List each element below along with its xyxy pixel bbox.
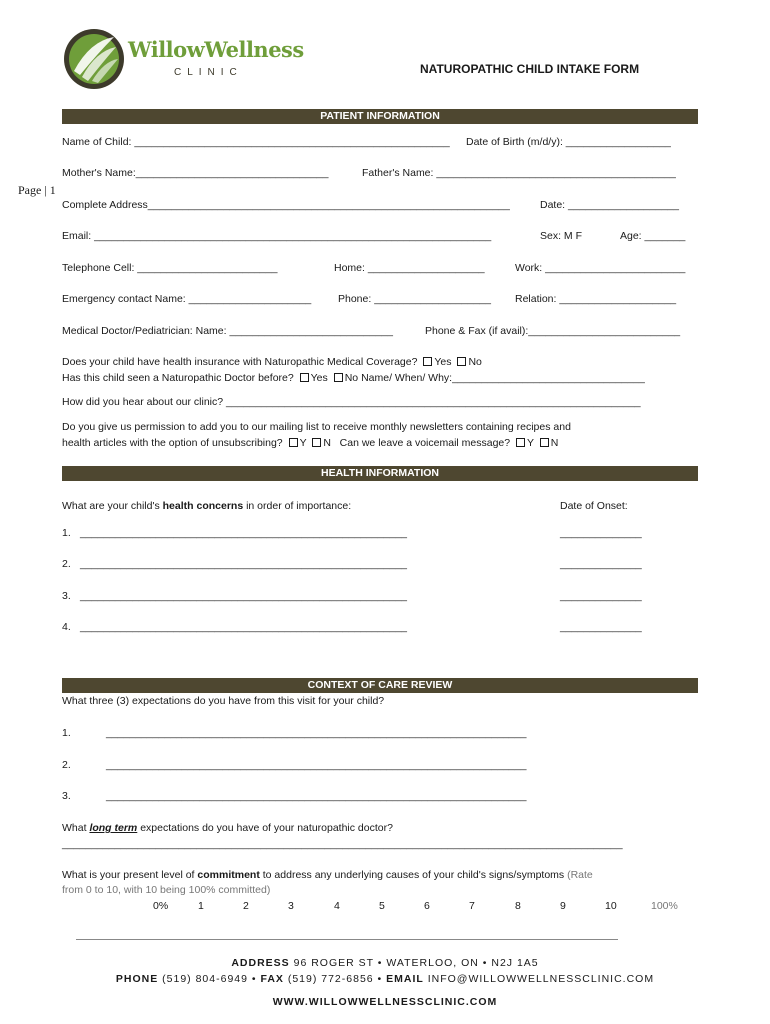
doctor-name-field[interactable]: Medical Doctor/Pediatrician: Name: ____________________________ xyxy=(62,325,393,337)
scale-label[interactable]: 7 xyxy=(469,900,475,912)
scale-label[interactable]: 9 xyxy=(560,900,566,912)
child-name-field[interactable]: Name of Child: ______________________________________________________ xyxy=(62,136,450,148)
expectation-num: 3. xyxy=(62,790,71,802)
seen-details-field[interactable]: Name/ When/ Why:_________________________________ xyxy=(361,372,645,384)
date-field[interactable]: Date: ___________________ xyxy=(540,199,679,211)
age-field[interactable]: Age: _______ xyxy=(620,230,686,242)
father-name-field[interactable]: Father's Name: _________________________________________ xyxy=(362,167,676,179)
seen-yes-checkbox[interactable] xyxy=(300,373,309,382)
expectations-question: What three (3) expectations do you have from this visit for your child? xyxy=(62,695,385,707)
scale-label[interactable]: 100% xyxy=(651,900,678,912)
concern-line[interactable]: ________________________________________________________ xyxy=(80,558,408,570)
concern-line[interactable]: ________________________________________________________ xyxy=(80,590,408,602)
scale-label[interactable]: 8 xyxy=(515,900,521,912)
expectation-line[interactable]: ________________________________________________________________________ xyxy=(106,727,527,739)
sex-field[interactable]: Sex: M F xyxy=(540,230,583,242)
scale-label[interactable]: 6 xyxy=(424,900,430,912)
longterm-line[interactable]: ________________________________________________________________________________________________ xyxy=(62,838,623,850)
insurance-yes-checkbox[interactable] xyxy=(423,357,432,366)
expectation-num: 1. xyxy=(62,727,71,739)
onset-line[interactable]: ______________ xyxy=(560,590,642,602)
voicemail-no-checkbox[interactable] xyxy=(540,438,549,447)
seen-nd-question: Has this child seen a Naturopathic Doctor before? Yes No Name/ When/ Why:_________________________________ xyxy=(62,372,645,384)
section-header-care: CONTEXT OF CARE REVIEW xyxy=(62,678,698,693)
clinic-logo xyxy=(62,27,304,91)
work-phone-field[interactable]: Work: ________________________ xyxy=(515,262,686,274)
section-header-patient: PATIENT INFORMATION xyxy=(62,109,698,124)
scale-label[interactable]: 3 xyxy=(288,900,294,912)
dob-field[interactable]: Date of Birth (m/d/y): __________________ xyxy=(466,136,671,148)
onset-line[interactable]: ______________ xyxy=(560,558,642,570)
footer-contact: PHONE (519) 804-6949 • FAX (519) 772-6856 • EMAIL INFO@WILLOWWELLNESSCLINIC.COM xyxy=(115,973,655,985)
mailing-question-line1: Do you give us permission to add you to our mailing list to receive monthly newsletters containing recipes and xyxy=(62,421,571,433)
expectation-line[interactable]: ________________________________________________________________________ xyxy=(106,790,527,802)
email-field[interactable]: Email: ____________________________________________________________________ xyxy=(62,230,492,242)
concern-line[interactable]: ________________________________________________________ xyxy=(80,527,408,539)
concern-line[interactable]: ________________________________________________________ xyxy=(80,621,408,633)
seen-no-checkbox[interactable] xyxy=(334,373,343,382)
insurance-no-checkbox[interactable] xyxy=(457,357,466,366)
concern-num: 4. xyxy=(62,621,71,633)
doctor-phone-fax-field[interactable]: Phone & Fax (if avail):__________________________ xyxy=(425,325,681,337)
commitment-question: What is your present level of commitment to address any underlying causes of your child's signs/symptoms (Rate xyxy=(62,869,593,881)
scale-label[interactable]: 5 xyxy=(379,900,385,912)
address-field[interactable]: Complete Address______________________________________________________________ xyxy=(62,199,510,211)
section-header-health: HEALTH INFORMATION xyxy=(62,466,698,481)
date-of-onset-label: Date of Onset: xyxy=(560,500,628,512)
emergency-contact-field[interactable]: Emergency contact Name: _____________________ xyxy=(62,293,312,305)
voicemail-yes-checkbox[interactable] xyxy=(516,438,525,447)
mailing-no-checkbox[interactable] xyxy=(312,438,321,447)
scale-label[interactable]: 0% xyxy=(153,900,169,912)
onset-line[interactable]: ______________ xyxy=(560,527,642,539)
form-title: NATUROPATHIC CHILD INTAKE FORM xyxy=(420,62,640,76)
logo-subtitle: CLINIC xyxy=(174,67,243,78)
cell-phone-field[interactable]: Telephone Cell: ________________________ xyxy=(62,262,278,274)
scale-label[interactable]: 2 xyxy=(243,900,249,912)
page-number: Page | 1 xyxy=(18,183,56,197)
expectation-num: 2. xyxy=(62,759,71,771)
commitment-rate-hint: from 0 to 10, with 10 being 100% committed) xyxy=(62,884,271,896)
scale-label[interactable]: 1 xyxy=(198,900,204,912)
onset-line[interactable]: ______________ xyxy=(560,621,642,633)
expectation-line[interactable]: ________________________________________________________________________ xyxy=(106,759,527,771)
footer-divider xyxy=(76,939,618,940)
footer-address: ADDRESS 96 ROGER ST • WATERLOO, ON • N2J 1A5 xyxy=(231,957,539,969)
footer-website[interactable]: WWW.WILLOWWELLNESSCLINIC.COM xyxy=(272,996,498,1008)
scale-label[interactable]: 10 xyxy=(605,900,617,912)
scale-label[interactable]: 4 xyxy=(334,900,340,912)
mailing-question-line2: health articles with the option of unsubscribing? Y N Can we leave a voicemail message? Y N xyxy=(62,437,559,449)
logo-wordmark: WillowWellness xyxy=(128,37,304,62)
mother-name-field[interactable]: Mother's Name:_________________________________ xyxy=(62,167,329,179)
emergency-phone-field[interactable]: Phone: ____________________ xyxy=(338,293,491,305)
longterm-question: What long term expectations do you have of your naturopathic doctor? xyxy=(62,822,393,834)
concern-num: 3. xyxy=(62,590,71,602)
home-phone-field[interactable]: Home: ____________________ xyxy=(334,262,485,274)
mailing-yes-checkbox[interactable] xyxy=(289,438,298,447)
health-concerns-question: What are your child's health concerns in order of importance: xyxy=(62,500,352,512)
concern-num: 2. xyxy=(62,558,71,570)
concern-num: 1. xyxy=(62,527,71,539)
referral-source-field[interactable]: How did you hear about our clinic? _______________________________________________________________________ xyxy=(62,396,641,408)
insurance-question: Does your child have health insurance with Naturopathic Medical Coverage? Yes No xyxy=(62,356,482,368)
relation-field[interactable]: Relation: ____________________ xyxy=(515,293,677,305)
